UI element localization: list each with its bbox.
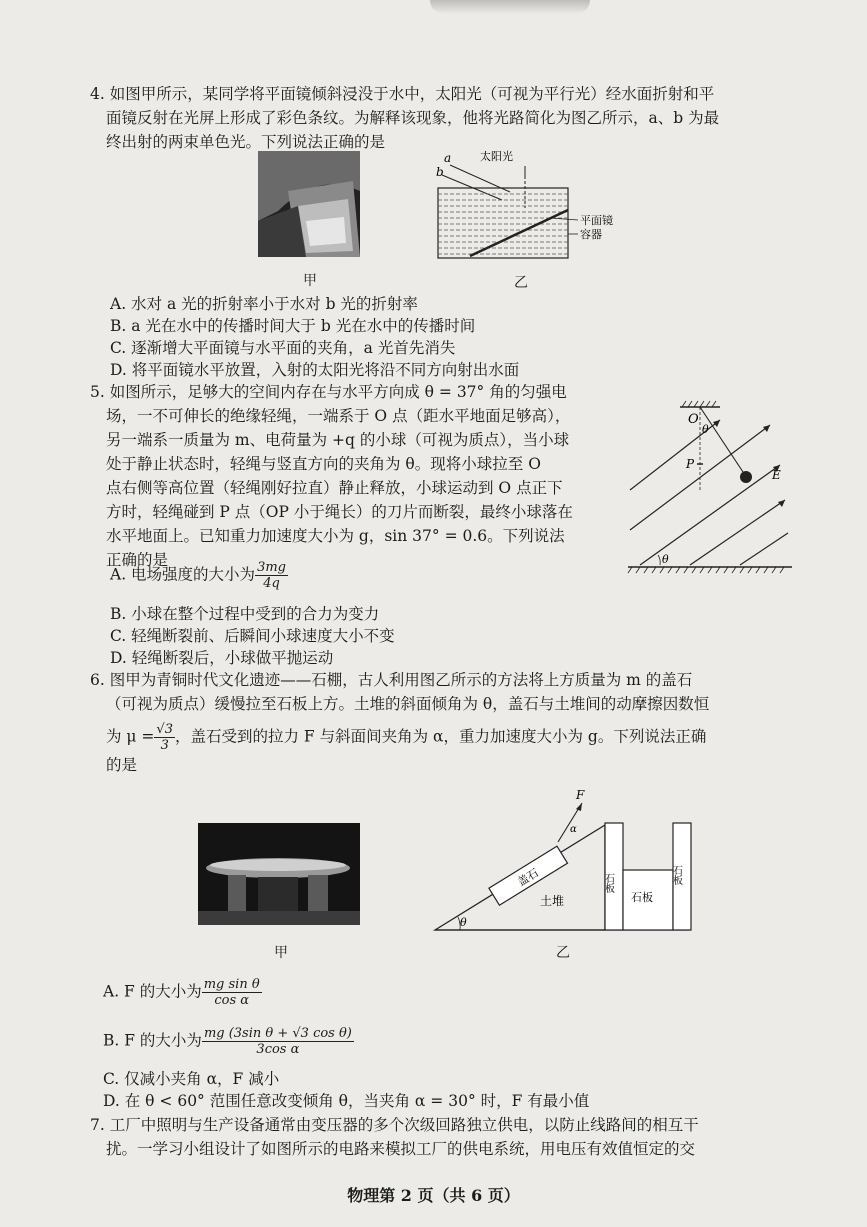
q6-line: 的是 [106,756,138,774]
q4-label-mirror: 平面镜 [580,214,613,227]
q4-label-a: a [444,151,452,165]
q6-line: 6. 图甲为青铜时代文化遗迹——石棚，古人利用图乙所示的方法将上方质量为 m 的盖石 [90,671,693,689]
q6-label-tudui: 土堆 [540,894,565,908]
q5-option-d: D. 轻绳断裂后，小球做平抛运动 [110,649,334,667]
q5-line: 5. 如图所示，足够大的空间内存在与水平方向成 θ = 37° 角的匀强电 [90,383,567,401]
q6-label-shiban-left: 石板 [602,873,614,893]
page-footer: 物理第 2 页（共 6 页） [347,1186,520,1205]
q7-line: 7. 工厂中照明与生产设备通常由变压器的多个次级回路独立供电，以防止线路间的相互干 [90,1116,699,1134]
q6-photo-jia [198,823,360,925]
q6-label-F: F [576,788,585,802]
q5-line: 方时，轻绳碰到 P 点（OP 小于绳长）的刀片而断裂，最终小球落在 [106,503,573,521]
q5-label-theta-bottom: θ [662,553,669,566]
q6-caption-yi: 乙 [556,945,570,961]
q5-option-a: A. 电场强度的大小为 $\frac{3mg}{4q}$ [110,560,286,591]
q6-option-c: C. 仅减小夹角 α，F 减小 [103,1070,280,1088]
question-6-stem [90,668,795,777]
q4-option-c: C. 逐渐增大平面镜与水平面的夹角，a 光首先消失 [110,339,456,357]
q6-line-mu: 为 μ = $\frac{√3}{3}$ ，盖石受到的拉力 F 与斜面间夹角为 α，重力加速度大小为 g。下列说法正确 [106,722,707,753]
q6-line: （可视为质点）缓慢拉至石板上方。土堆的斜面倾角为 θ，盖石与土堆间的动摩擦因数恒 [106,695,710,713]
q4-line: 面镜反射在光屏上形成了彩色条纹。为解释该现象，他将光路简化为图乙所示，a、b 为最 [106,109,720,127]
q6-label-theta: θ [460,916,467,929]
q4-label-sun: 太阳光 [480,150,513,163]
q4-caption-yi: 乙 [514,275,528,291]
q6-label-shiban-right: 石板 [670,865,682,885]
q5-label-theta-top: θ [702,423,709,436]
q5-line: 另一端系一质量为 m、电荷量为 +q 的小球（可视为质点），当小球 [106,431,570,449]
q4-label-container: 容器 [580,228,602,241]
q4-caption-jia: 甲 [303,273,317,289]
q5-line: 正确的是 [106,551,169,569]
q4-diagram-yi [430,148,630,263]
question-5-stem [90,380,630,572]
q5-line: 处于静止状态时，轻绳与竖直方向的夹角为 θ。现将小球拉至 O [106,455,541,473]
q6-label-alpha: α [570,824,577,835]
q4-photo-jia [258,151,360,257]
q5-option-b: B. 小球在整个过程中受到的合力为变力 [110,605,380,623]
q4-option-a: A. 水对 a 光的折射率小于水对 b 光的折射率 [110,295,418,313]
q4-option-d: D. 将平面镜水平放置，入射的太阳光将沿不同方向射出水面 [110,361,520,379]
q5-line: 水平地面上。已知重力加速度大小为 g，sin 37° = 0.6。下列说法 [106,527,565,545]
q5-label-P: P [686,457,695,471]
question-4-stem [90,82,790,154]
q6-label-shiban-mid: 石板 [631,891,653,904]
scan-shadow [430,0,590,14]
q6-diagram-yi [430,785,700,935]
q5-line: 点右侧等高位置（轻绳刚好拉直）静止释放，小球运动到 O 点正下 [106,479,563,497]
q4-line: 终出射的两束单色光。下列说法正确的是 [106,133,386,151]
question-7-stem [90,1113,800,1161]
q6-caption-jia: 甲 [274,945,288,961]
q5-diagram [620,395,800,580]
q6-label-gaishi: 盖石 [515,866,541,889]
q4-option-b: B. a 光在水中的传播时间大于 b 光在水中的传播时间 [110,317,476,335]
q5-line: 场，一不可伸长的绝缘轻绳，一端系于 O 点（距水平地面足够高）， [106,407,571,425]
q6-option-a: A. F 的大小为 $\frac{\text{mg sin θ}}{\text{cos α}}$ [103,977,260,1008]
q5-option-c: C. 轻绳断裂前、后瞬间小球速度大小不变 [110,627,395,645]
q4-line: 4. 如图甲所示，某同学将平面镜倾斜浸没于水中，太阳光（可视为平行光）经水面折射和平 [90,85,715,103]
q6-option-b: B. F 的大小为 $\frac{\text{mg (3sin θ + √3 cos θ)}}{\text{3cos α}}$ [103,1026,352,1057]
q5-label-E: E [772,468,781,482]
q6-option-d: D. 在 θ < 60° 范围任意改变倾角 θ，当夹角 α = 30° 时，F 有最小值 [103,1092,590,1110]
q7-line: 扰。一学习小组设计了如图所示的电路来模拟工厂的供电系统，用电压有效值恒定的交 [106,1140,696,1158]
q4-label-b: b [436,165,444,179]
q5-label-O: O [688,412,699,427]
